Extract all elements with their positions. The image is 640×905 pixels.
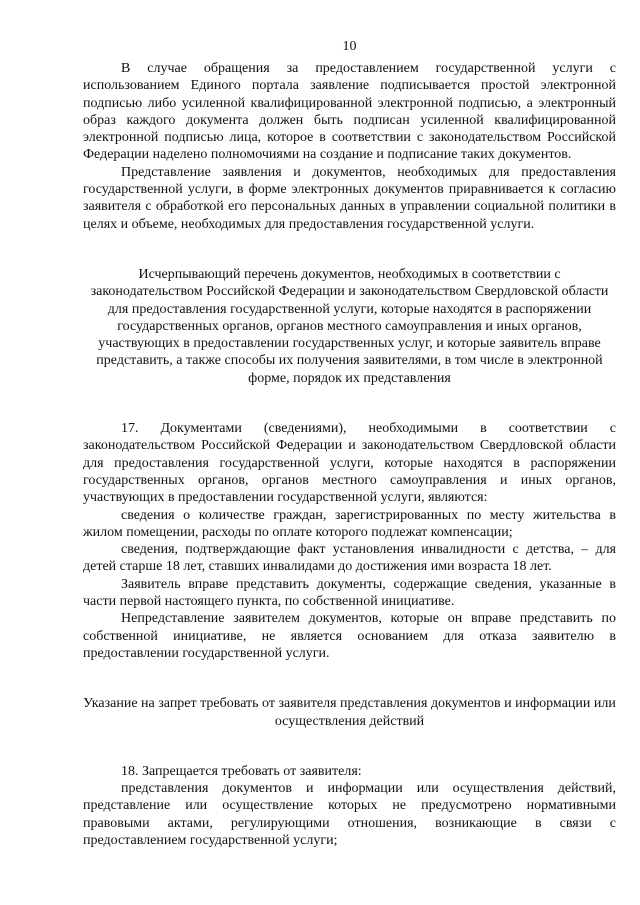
- section-heading-documents-list: Исчерпывающий перечень документов, необходимых в соответствии с законодательством Российской Федерации и законодательством Свердловской области для предоставления государственной услуги, которые находятся в распоряжении государственных органов, органов местного самоуправления и иных органов, участвующих в предоставлении государственных услуг, и которые заявитель вправе представить, а также способы их получения заявителями, в том числе в электронной форме, порядок их представления: [90, 266, 609, 386]
- section-gap: [83, 730, 616, 763]
- paragraph-item-17: 17. Документами (сведениями), необходимыми в соответствии с законодательством Российской Федерации и законодательством Свердловской области для предоставления государственной услуги, которые находятся в распоряжении государственных органов, органов местного самоуправления и иных органов, участвующих в предоставлении государственной услуги, являются:: [83, 421, 616, 506]
- section-gap: [83, 233, 616, 266]
- paragraph-item-17-non-submission: Непредставление заявителем документов, которые он вправе представить по собственной инициативе, не является основанием для отказа заявителю в предоставлении государственной услуги.: [83, 611, 616, 661]
- section-gap: [83, 387, 616, 420]
- paragraph-consent-personal-data: Представление заявления и документов, необходимых для предоставления государственной услуги, в форме электронных документов приравнивается к согласию заявителя с обработкой его персональных данных в управлении социальной политики в целях и объеме, необходимых для предоставления государственной услуги.: [83, 164, 616, 232]
- document-body: [83, 60, 616, 849]
- paragraph-item-17-applicant-right: Заявитель вправе представить документы, содержащие сведения, указанные в части первой настоящего пункта, по собственной инициативе.: [83, 576, 616, 610]
- paragraph-item-17-disability-info: сведения, подтверждающие факт установления инвалидности с детства, – для детей старше 18 лет, ставших инвалидами до достижения ими возраста 18 лет.: [83, 542, 616, 575]
- paragraph-item-18: 18. Запрещается требовать от заявителя:: [121, 763, 362, 779]
- paragraph-item-18-subitem: представления документов и информации или осуществления действий, представление или осуществление которых не предусмотрено нормативными правовыми актами, регулирующими отношения, возникающие в связи с предоставлением государственной услуги;: [83, 781, 616, 848]
- paragraph-electronic-signature: В случае обращения за предоставлением государственной услуги с использованием Единого портала заявление подписывается простой электронной подписью либо усиленной квалифицированной электронной подписью, а электронный образ каждого документа должен быть подписан усиленной квалифицированной электронной подписью лица, которое в соответствии с законодательством Российской Федерации наделено полномочиями на создание и подписание таких документов.: [83, 61, 616, 163]
- section-gap: [83, 662, 616, 695]
- section-heading-prohibition: Указание на запрет требовать от заявителя представления документов и информации или осуществления действий: [83, 696, 616, 729]
- paragraph-item-17-citizens-info: сведения о количестве граждан, зарегистрированных по месту жительства в жилом помещении, расходы по оплате которого подлежат компенсации;: [83, 507, 616, 540]
- page-number: 10: [342, 39, 357, 54]
